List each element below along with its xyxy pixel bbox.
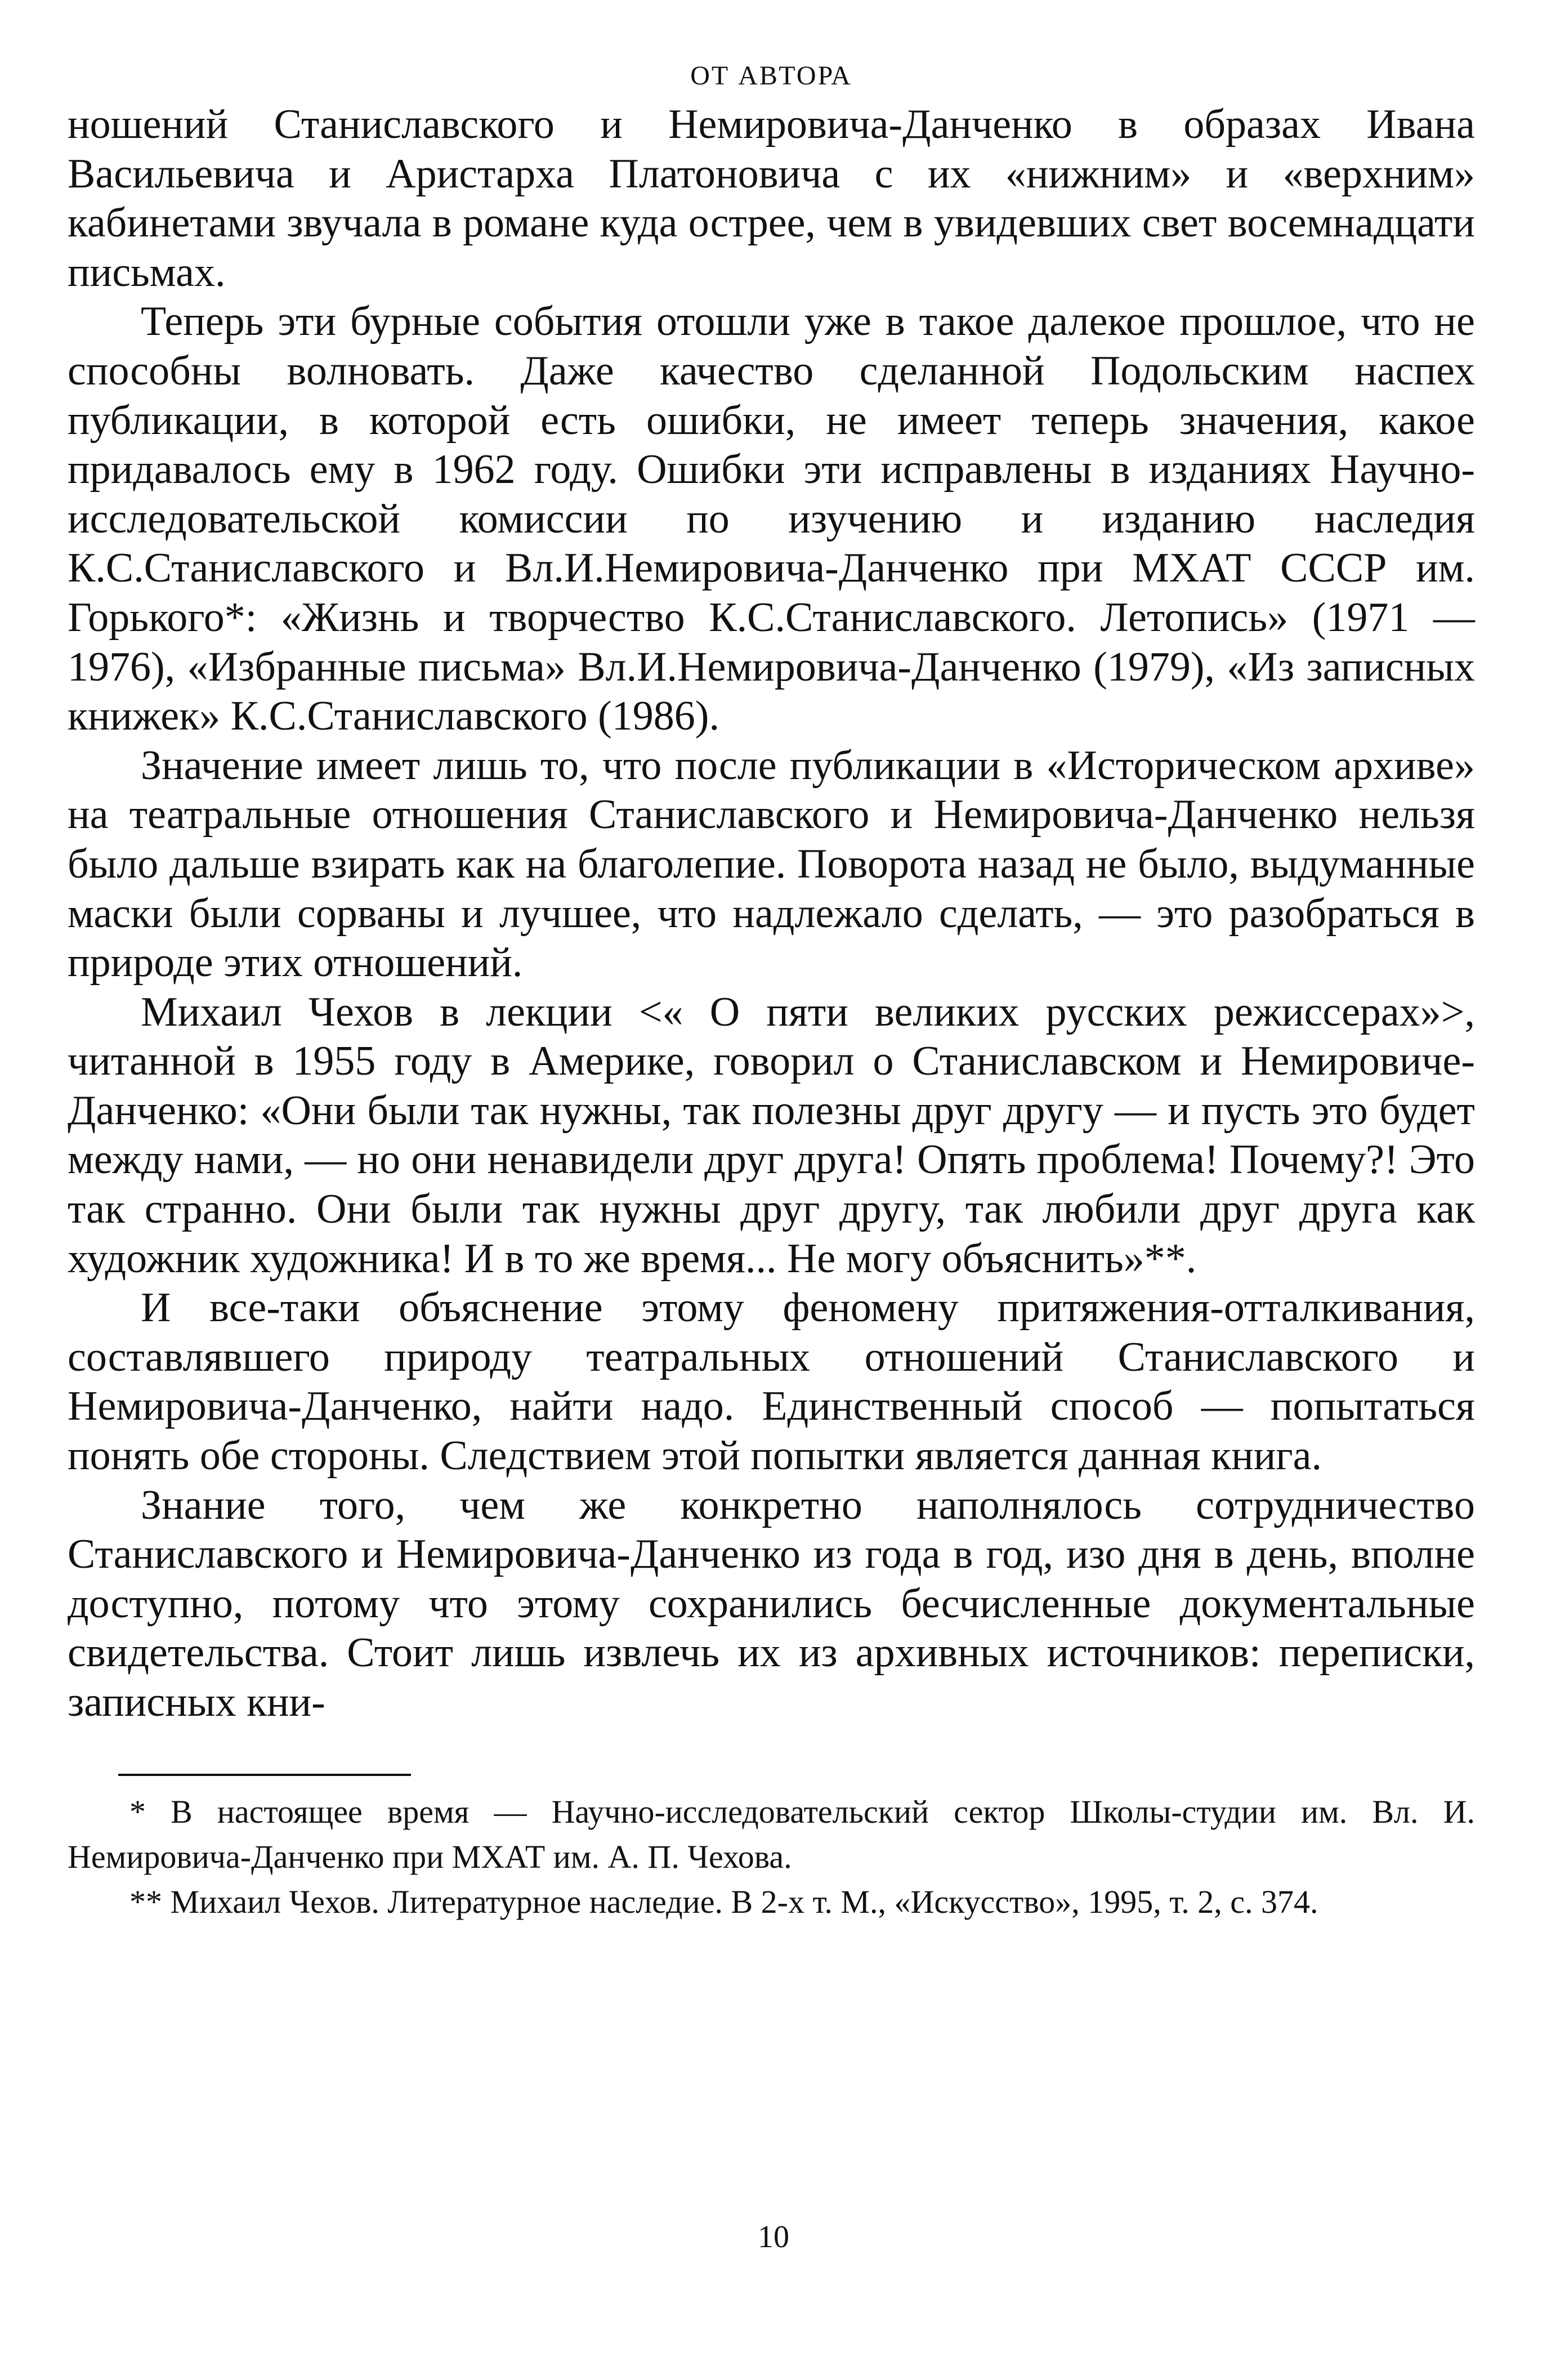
main-text (68, 100, 1475, 1728)
footnote: ** Михаил Чехов. Литературное наследие. В 2-х т. М., «Искусство», 1995, т. 2, с. 374. (129, 1883, 1318, 1920)
running-title: ОТ АВТОРА (690, 61, 852, 91)
paragraph: Теперь эти бурные события отошли уже в такое далекое прошлое, что не способны волновать. Даже качество сделанной Подольским наспех публикации, в которой есть ошибки, не имеет теперь значения, какое придавалось ему в 1962 году. Ошибки эти исправлены в изданиях Научно-исследовательской комиссии по изучению и изданию наследия К.С.Станиславского и Вл.И.Немировича-Данченко при МХАТ СССР им. Горького*: «Жизнь и творчество К.С.Станиславского. Летопись» (1971 — 1976), «Избранные письма» Вл.И.Немировича-Данченко (1979), «Из записных книжек» К.С.Станиславского (1986). (68, 298, 1475, 740)
footnote: * В настоящее время — Научно-исследовательский сектор Школы-студии им. Вл. И. Немировича-Данченко при МХАТ им. А. П. Чехова. (68, 1793, 1475, 1875)
footnote-divider (118, 1774, 411, 1776)
paragraph: Значение имеет лишь то, что после публикации в «Историческом архиве» на театральные отношения Станиславского и Немировича-Данченко нельзя было дальше взирать как на благолепие. Поворота назад не было, выдуманные маски были сорваны и лучшее, что надлежало сделать, — это разобраться в природе этих отношений. (68, 742, 1475, 986)
paragraph: Михаил Чехов в лекции <« О пяти великих русских режиссерах»>, читанной в 1955 году в Америке, говорил о Станиславском и Немировиче-Данченко: «Они были так нужны, так полезны друг другу — и пусть это будет между нами, — но они ненавидели друг друга! Опять проблема! Почему?! Это так странно. Они были так нужны друг другу, так любили друг друга как художник художника! И в то же время... Не могу объяснить»**. (68, 988, 1475, 1282)
book-page (68, 56, 1475, 2342)
paragraph: Знание того, чем же конкретно наполнялось сотрудничество Станиславского и Немировича-Данченко из года в год, изо дня в день, вполне доступно, потому что этому сохранились бесчисленные документальные свидетельства. Стоит лишь извлечь их из архивных источников: переписки, записных кни- (68, 1482, 1475, 1725)
paragraph: И все-таки объяснение этому феномену притяжения-отталкивания, составлявшего природу театральных отношений Станиславского и Немировича-Данченко, найти надо. Единственный способ — попытаться понять обе стороны. Следствием этой попытки является данная книга. (68, 1285, 1475, 1479)
footnotes (68, 1790, 1475, 1925)
paragraph-continued: ношений Станиславского и Немировича-Данченко в образах Ивана Васильевича и Аристарха Платоновича с их «нижним» и «верхним» кабинетами звучала в романе куда острее, чем в увидевших свет восемнадцати письмах. (68, 101, 1475, 296)
page-number: 10 (758, 2220, 789, 2254)
